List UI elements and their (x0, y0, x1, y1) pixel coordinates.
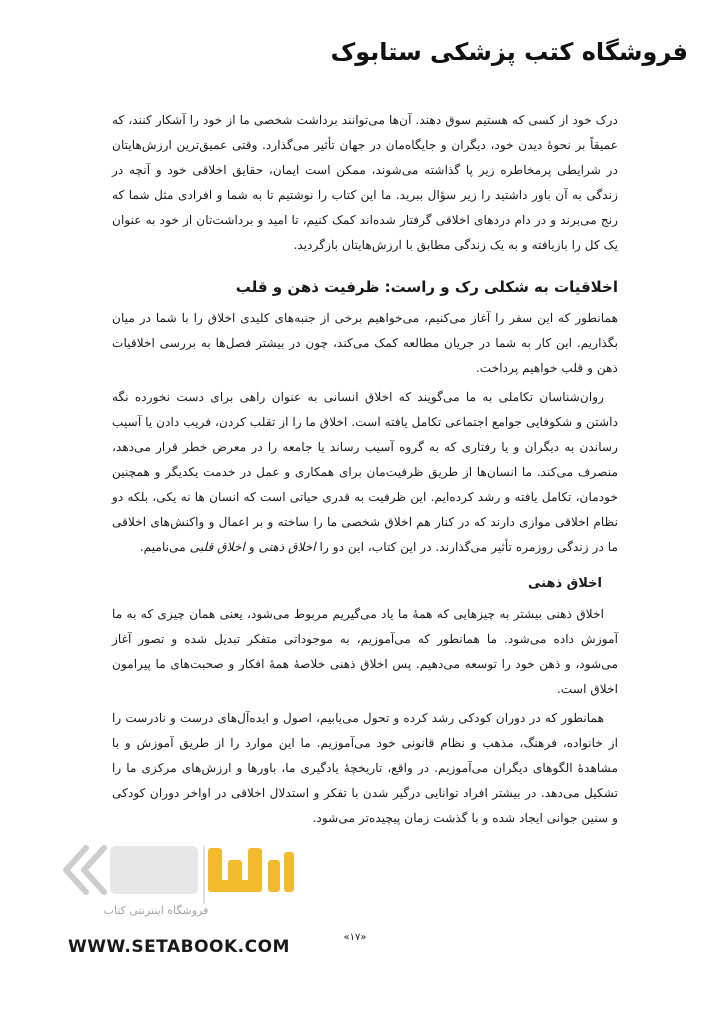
setabook-watermark (58, 838, 358, 928)
paragraph-evolution-text: روان‌شناسان تکاملی به ما می‌گویند که اخلاق انسانی به عنوان راهی برای دست نخورده نگه داشتن و شکوفایی جوامع اجتماعی تکامل یافته است. اخلاق ما را از تقلب کردن، فریب دادن یا آسیب رساندن به دیگران و یا رفتاری که به گروه آسیب رساند یا جامعه را در معرض خطر قرار می‌دهد، منصرف می‌کند. ما انسان‌ها از طریق ظرفیت‌مان برای همکاری و عمل در خدمت یکدیگر و همچنین خودمان، تکامل یافته و رشد کرده‌ایم. این ظرفیت به قدری حیاتی است که انسان ها نه یکی، بلکه دو نظام اخلاقی موازی دارند که در کنار هم اخلاق شخصی ما را ساخته و بر اعمال و واکنش‌های اخلاقی ما در زندگی روزمره تأثیر می‌گذارند. در این کتاب، این دو را (112, 390, 618, 554)
page-number: «۱۷» (343, 932, 367, 943)
term-mind-morality: اخلاق ذهنی (258, 540, 316, 554)
setabook-url[interactable]: WWW.SETABOOK.COM (68, 937, 290, 957)
store-title: فروشگاه کتب پزشکی ستابوک (330, 38, 688, 66)
term-heart-morality: اخلاق قلبی (189, 540, 245, 554)
watermark-caption: فروشگاه اینترنتی کتاب (103, 904, 209, 917)
setabook-logo-icon (58, 838, 358, 928)
paragraph-childhood: همانطور که در دوران کودکی رشد کرده و تحول می‌یابیم، اصول و ایده‌آل‌های درست و نادرست را از خانواده، فرهنگ، مذهب و نظام قانونی خود می‌آموزیم. ما این موارد را از طریق آموزش و با مشاهدهٔ الگوهای دیگران می‌آموزیم. در واقع، تاریخچهٔ یادگیری ما، باورها و ارزش‌های مرکزی ما را تشکیل می‌دهد. در بیشتر افراد توانایی درگیر شدن با تفکر و استدلال اخلاقی در اواخر دوران کودکی و سنین جوانی ایجاد شده و با گذشت زمان پیچیده‌تر می‌شود. (112, 711, 618, 825)
paragraph-evolution-and: و (244, 540, 259, 554)
paragraph-mind-morality: اخلاق ذهنی بیشتر به چیزهایی که همهٔ ما یاد می‌گیریم مربوط می‌شود، یعنی همان چیزی که به ما آموزش داده می‌شود. ما همانطور که می‌آموزیم، به موجوداتی متفکر تبدیل شده و تصور آغاز می‌شود، و ذهن خود را توسعه می‌دهیم. پس اخلاق ذهنی خلاصهٔ همهٔ افکار و صحبت‌های ما پیرامون اخلاق است. (112, 607, 618, 696)
page-body (112, 108, 618, 835)
paragraph-evolution-end: می‌نامیم. (139, 540, 190, 554)
paragraph-evolution (112, 385, 618, 560)
section-heading: اخلاقیات به شکلی رک و راست: ظرفیت ذهن و قلب (235, 278, 618, 296)
subsection-heading: اخلاق ذهنی (528, 576, 602, 591)
paragraph-intro: درک خود از کسی که هستیم سوق دهند. آن‌ها می‌توانند برداشت شخصی ما از خود را آشکار کنند، که عمیقاً بر نحوهٔ دیدن خود، دیگران و جایگاه‌مان در جهان تأثیر می‌گذارد. وقتی عمیق‌ترین ارزش‌هایتان در شرایطی پرمخاطره زیر پا گذاشته می‌شوند، ممکن است ایمان، حقایق اخلاقی خود و آنچه در زندگی به آن باور داشتید را زیر سؤال ببرید. ما این کتاب را نوشتیم تا به شما و افرادی مثل شما که رنج می‌برند و در دام دردهای اخلاقی گرفتار شده‌اند کمک کنیم، تا امید و برداشت‌تان از خود به عنوان یک کل را بازیافته و به یک زندگی مطابق با ارزش‌هایتان بازگردید. (112, 113, 618, 252)
paragraph-journey: همانطور که این سفر را آغاز می‌کنیم، می‌خواهیم برخی از جنبه‌های کلیدی اخلاق را با شما در میان بگذاریم. این کار به شما در جریان مطالعه کمک می‌کند، چون در بیشتر فصل‌ها به بررسی اخلاقیات ذهن و قلب خواهیم پرداخت. (112, 311, 618, 375)
